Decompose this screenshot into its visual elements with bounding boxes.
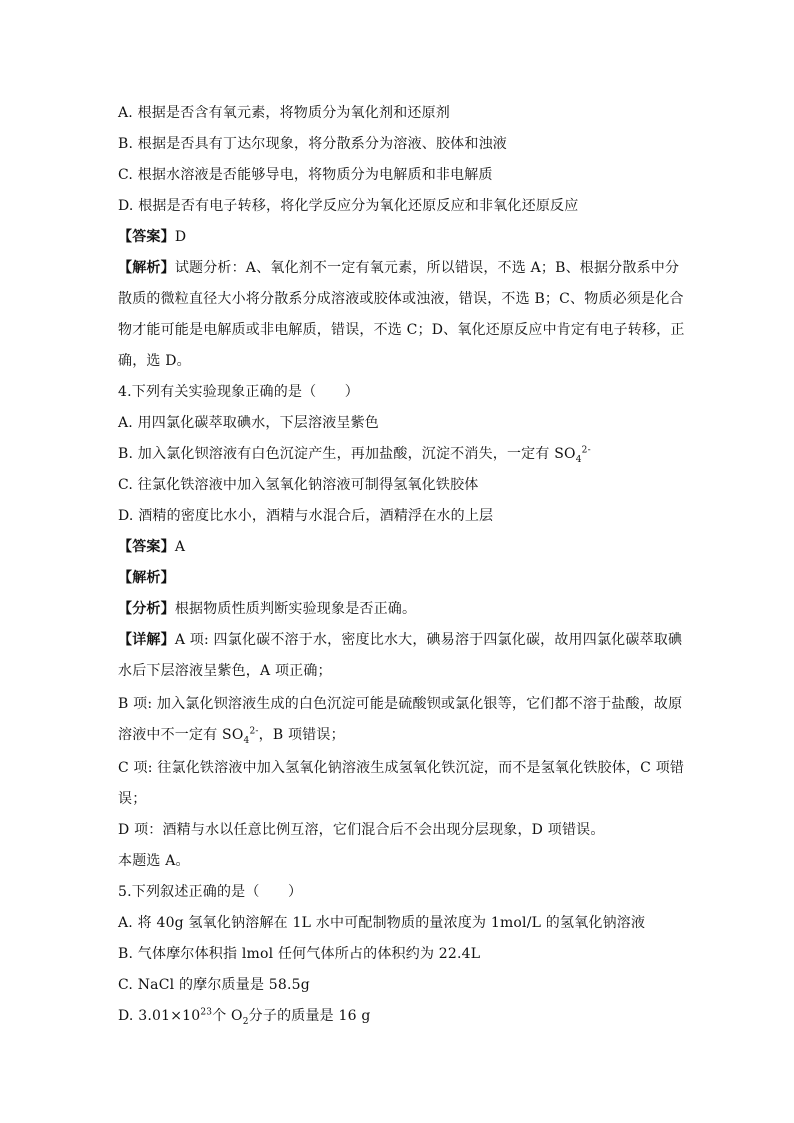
- q3-option-a: A. 根据是否含有氧元素，将物质分为氧化剂和还原剂: [118, 105, 451, 121]
- q3-analysis-line-1: [118, 258, 679, 278]
- q4-xiangjie-line-1: [118, 630, 682, 650]
- b-line-text: 溶液中不一定有 SO: [118, 727, 244, 743]
- q5-option-b: B. 气体摩尔体积指 lmol 任何气体所占的体积约为 22.4L: [118, 946, 481, 962]
- q4-answer: [118, 537, 185, 557]
- q3-analysis-line-4: 确，选 D。: [118, 353, 191, 369]
- sulfate-charge: 2-: [581, 445, 591, 456]
- q3-answer: [118, 227, 186, 247]
- q3-option-c: C. 根据水溶液是否能够导电，将物质分为电解质和非电解质: [118, 167, 493, 183]
- q3-option-b: B. 根据是否具有丁达尔现象，将分散系分为溶液、胶体和浊液: [118, 136, 507, 152]
- q5-option-a: A. 将 40g 氢氧化钠溶解在 1L 水中可配制物质的量浓度为 1mol/L 的氢氧化钠溶液: [118, 915, 646, 931]
- xiangjie-text: A 项: 四氯化碳不溶于水，密度比水大，碘易溶于四氯化碳，故用四氯化碳萃取碘: [174, 632, 683, 648]
- q4-b-line-2: [118, 725, 345, 745]
- q4-stem: 4.下列有关实验现象正确的是（ ）: [118, 384, 359, 400]
- option-b-text: B. 加入氯化钡溶液有白色沉淀产生，再加盐酸，沉淀不消失，一定有 SO: [118, 446, 576, 462]
- exponent: 23: [200, 1007, 213, 1018]
- q4-d-line: D 项：酒精与水以任意比例互溶，它们混合后不会出现分层现象，D 项错误。: [118, 822, 605, 838]
- q5-option-c: C. NaCl 的摩尔质量是 58.5g: [118, 977, 310, 993]
- answer-tag: 【答案】: [118, 539, 175, 555]
- q3-option-d: D. 根据是否有电子转移，将化学反应分为氧化还原反应和非氧化还原反应: [118, 198, 579, 214]
- q5-option-d: [118, 1006, 371, 1026]
- fenxi-tag: 【分析】: [118, 601, 175, 617]
- q4-b-line-1: B 项: 加入氯化钡溶液生成的白色沉淀可能是硫酸钡或氯化银等，它们都不溶于盐酸，故原: [118, 696, 683, 712]
- q4-c-line-1: C 项: 往氯化铁溶液中加入氢氧化钠溶液生成氢氧化铁沉淀，而不是氢氧化铁胶体，C 项错: [118, 760, 685, 776]
- answer-value: A: [174, 539, 186, 555]
- q4-xiangjie-line-2: 水后下层溶液呈紫色，A 项正确；: [118, 663, 332, 679]
- q4-fenxi: [118, 599, 416, 619]
- q4-option-a: A. 用四氯化碳萃取碘水，下层溶液呈紫色: [118, 415, 380, 431]
- q4-analysis-tag: 【解析】: [118, 570, 175, 586]
- analysis-text: 试题分析：A、氧化剂不一定有氧元素，所以错误，不选 A；B、根据分散系中分: [174, 260, 680, 276]
- b-line-tail: ，B 项错误；: [258, 727, 345, 743]
- analysis-tag: 【解析】: [118, 260, 175, 276]
- sulfate-subscript: 4: [575, 454, 582, 465]
- oxygen-subscript: 2: [242, 1016, 249, 1027]
- fenxi-text: 根据物质性质判断实验现象是否正确。: [174, 601, 417, 617]
- sulfate-charge: 2-: [249, 726, 259, 737]
- answer-value: D: [174, 229, 187, 245]
- option-d-mid: 个 O: [212, 1008, 243, 1024]
- answer-tag: 【答案】: [118, 229, 175, 245]
- q3-analysis-line-3: 物才能可能是电解质或非电解质，错误，不选 C；D、氧化还原反应中肯定有电子转移，正: [118, 322, 685, 338]
- sulfate-subscript: 4: [243, 735, 250, 746]
- q4-c-line-2: 误；: [118, 791, 147, 807]
- xiangjie-tag: 【详解】: [118, 632, 175, 648]
- q4-option-d: D. 酒精的密度比水小，酒精与水混合后，酒精浮在水的上层: [118, 508, 494, 524]
- q3-analysis-line-2: 散质的微粒直径大小将分散系分成溶液或胶体或浊液，错误，不选 B；C、物质必须是化合: [118, 291, 684, 307]
- option-d-tail: 分子的质量是 16 g: [248, 1008, 371, 1024]
- q5-stem: 5.下列叙述正确的是（ ）: [118, 884, 303, 900]
- q4-conclusion: 本题选 A。: [118, 853, 190, 869]
- q4-option-c: C. 往氯化铁溶液中加入氢氧化钠溶液可制得氢氧化铁胶体: [118, 477, 479, 493]
- q4-option-b: [118, 444, 591, 464]
- option-d-text: D. 3.01×10: [118, 1008, 201, 1024]
